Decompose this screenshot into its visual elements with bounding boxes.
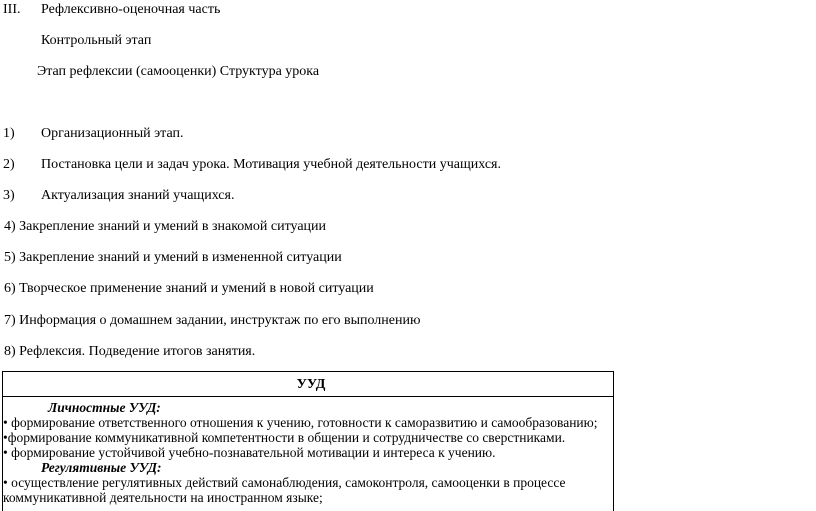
step-6-text: 6) Творческое применение знаний и умений в новой ситуации bbox=[4, 281, 374, 296]
step-2-number: 2) bbox=[3, 157, 15, 172]
step-5-text: 5) Закрепление знаний и умений в измененной ситуации bbox=[4, 250, 342, 265]
regulative-uud-item-2: коммуникативной деятельности на иностранном языке; bbox=[3, 490, 323, 505]
section-title: Рефлексивно-оценочная часть bbox=[41, 2, 221, 17]
stage-control-label: Контрольный этап bbox=[41, 33, 152, 48]
personal-uud-item-3: • формирование устойчивой учебно-познавательной мотивации и интереса к учению. bbox=[3, 445, 496, 460]
stage-reflection-label: Этап рефлексии (самооценки) Структура урока bbox=[37, 64, 320, 79]
personal-uud-item-1: • формирование ответственного отношения к учению, готовности к саморазвитию и самообразованию; bbox=[3, 415, 598, 430]
step-1-text: Организационный этап. bbox=[41, 126, 184, 141]
step-8-text: 8) Рефлексия. Подведение итогов занятия. bbox=[4, 344, 256, 359]
step-1-number: 1) bbox=[3, 126, 15, 141]
section-number: III. bbox=[3, 2, 21, 17]
step-7-text: 7) Информация о домашнем задании, инструктаж по его выполнению bbox=[4, 313, 421, 328]
step-4-text: 4) Закрепление знаний и умений в знакомой ситуации bbox=[4, 219, 327, 234]
step-2-text: Постановка цели и задач урока. Мотивация учебной деятельности учащихся. bbox=[41, 157, 501, 172]
regulative-uud-title: Регулятивные УУД: bbox=[41, 460, 162, 475]
uud-table-header: УУД bbox=[3, 372, 613, 397]
personal-uud-title: Личностные УУД: bbox=[48, 400, 161, 415]
step-3-text: Актуализация знаний учащихся. bbox=[41, 188, 235, 203]
step-3-number: 3) bbox=[3, 188, 15, 203]
regulative-uud-item-1: • осуществление регулятивных действий самонаблюдения, самоконтроля, самооценки в процессе bbox=[3, 475, 566, 490]
uud-table bbox=[2, 371, 614, 511]
personal-uud-item-2: •формирование коммуникативной компетентности в общении и сотрудничестве со сверстниками. bbox=[3, 430, 566, 445]
